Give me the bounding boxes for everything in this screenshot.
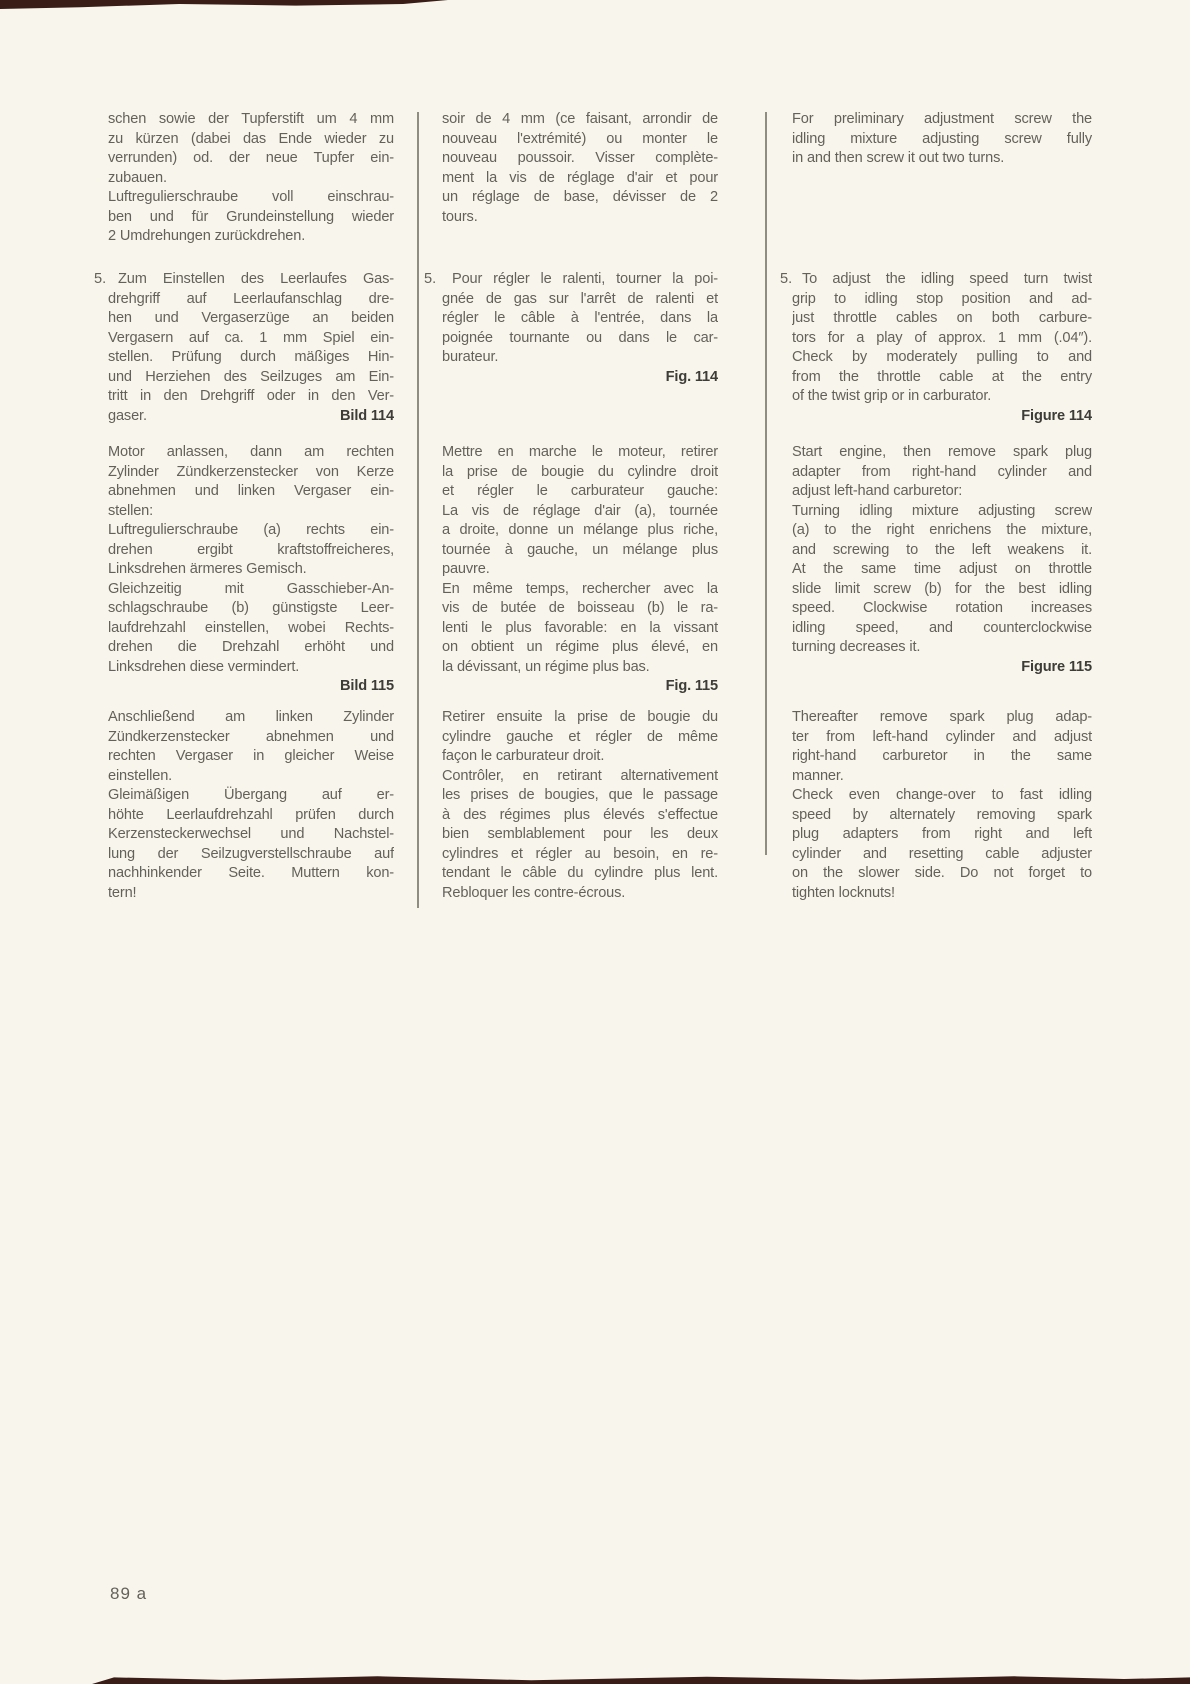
figure-label: Figure 114 bbox=[1021, 407, 1092, 424]
paragraph bbox=[94, 270, 394, 426]
text-line: la prise de bougie du cylindre droit bbox=[442, 463, 718, 480]
text-line: Rebloquer les contre-écrous. bbox=[442, 884, 626, 901]
text-line: tendant le câble du cylindre plus lent. bbox=[442, 865, 718, 881]
list-number: 5. bbox=[780, 271, 793, 287]
figure-label: Fig. 114 bbox=[665, 368, 718, 385]
text-line: Zylinder Zündkerzenstecker von Kerze bbox=[108, 463, 394, 480]
figure-label: Bild 114 bbox=[340, 407, 394, 424]
text-line: vis de butée de boisseau (b) le ra- bbox=[442, 600, 718, 616]
text-line: abnehmen und linken Vergaser ein- bbox=[108, 483, 394, 499]
text-line: façon le carburateur droit. bbox=[442, 748, 605, 764]
text-line: un réglage de base, dévisser de 2 bbox=[442, 189, 718, 205]
text-line: drehen die Drehzahl erhöht und bbox=[108, 639, 394, 655]
text-line: of the twist grip or in carburator. bbox=[792, 388, 992, 404]
text-line: bien semblablement pour les deux bbox=[442, 826, 718, 842]
text-line: und Herziehen des Seilzuges am Ein- bbox=[108, 368, 394, 385]
text-line: Linksdrehen diese vermindert. bbox=[108, 658, 300, 675]
text-line: stellen: bbox=[108, 502, 154, 519]
text-line: Mettre en marche le moteur, retirer bbox=[442, 444, 718, 460]
paragraph bbox=[108, 443, 394, 697]
text-line: and screwing to the left weakens it. bbox=[792, 541, 1092, 558]
text-line: on the slower side. Do not forget to bbox=[792, 865, 1092, 881]
text-line: schen sowie der Tupferstift um 4 mm bbox=[108, 111, 394, 127]
list-number: 5. bbox=[424, 271, 437, 287]
figure-line bbox=[792, 407, 1092, 427]
text-line: Anschließend am linken Zylinder bbox=[108, 709, 394, 725]
text-line: just throttle cables on both carbure- bbox=[792, 310, 1092, 326]
text-line: nouveau poussoir. Visser complète- bbox=[442, 150, 718, 166]
text-line: poignée tournante ou dans le car- bbox=[442, 329, 718, 346]
text-line: zubauen. bbox=[108, 169, 167, 186]
text-line: verrunden) od. der neue Tupfer ein- bbox=[108, 150, 394, 166]
paragraph bbox=[108, 110, 394, 247]
text-line bbox=[108, 407, 394, 427]
paragraph bbox=[792, 110, 1092, 169]
column-german bbox=[94, 0, 394, 1684]
text-line: nachhinkender Seite. Muttern kon- bbox=[108, 865, 394, 881]
text-line: Kerzensteckerwechsel und Nachstel- bbox=[108, 826, 394, 842]
text-line: turning decreases it. bbox=[792, 639, 921, 655]
text-line: a droite, donne un mélange plus riche, bbox=[442, 522, 718, 538]
text-line: on obtient un régime plus élevé, en bbox=[442, 639, 718, 655]
figure-label: Figure 115 bbox=[1021, 658, 1092, 675]
text-line: hen und Vergaserzüge an beiden bbox=[108, 310, 394, 326]
text-line: gnée de gas sur l'arrêt de ralenti et bbox=[442, 290, 718, 307]
list-number: 5. bbox=[94, 271, 107, 287]
text-line: adapter from right-hand cylinder and bbox=[792, 463, 1092, 480]
text-line: burateur. bbox=[442, 349, 499, 365]
text-line: drehgriff auf Leerlaufanschlag dre- bbox=[108, 290, 394, 307]
text-line: For preliminary adjustment screw the bbox=[792, 111, 1092, 127]
text-line: La vis de réglage d'air (a), tournée bbox=[442, 502, 718, 519]
text-line: nouveau l'extrémité) ou monter le bbox=[442, 130, 718, 147]
text-line: lenti le plus favorable: en la vissant bbox=[442, 619, 718, 636]
text-line: ter from left-hand cylinder and adjust bbox=[792, 728, 1092, 745]
text-line: Check by moderately pulling to and bbox=[792, 349, 1092, 365]
text-line: cylindre gauche et régler de même bbox=[442, 728, 718, 745]
text-line: cylindres et régler au besoin, en re- bbox=[442, 845, 718, 862]
text-line: lung der Seilzugverstellschraube auf bbox=[108, 845, 394, 862]
text-line: ben und für Grundeinstellung wieder bbox=[108, 208, 394, 225]
paragraph bbox=[792, 708, 1092, 903]
text-line: speed by alternately removing spark bbox=[792, 806, 1092, 823]
text-line: Linksdrehen ärmeres Gemisch. bbox=[108, 561, 307, 577]
text-line: from the throttle cable at the entry bbox=[792, 368, 1092, 385]
figure-label: Bild 115 bbox=[340, 678, 394, 694]
text-line: tritt in den Drehgriff oder in den Ver- bbox=[108, 388, 394, 404]
text-line: To adjust the idling speed turn twist bbox=[802, 271, 1092, 287]
text-line: Turning idling mixture adjusting screw bbox=[792, 502, 1092, 519]
figure-label: Fig. 115 bbox=[665, 678, 718, 694]
text-line: manner. bbox=[792, 767, 844, 784]
text-line: les prises de bougies, que le passage bbox=[442, 787, 718, 803]
text-line: tors for a play of approx. 1 mm (.04″). bbox=[792, 329, 1092, 346]
text-line: tighten locknuts! bbox=[792, 884, 895, 901]
text-line: Zum Einstellen des Leerlaufes Gas- bbox=[118, 271, 394, 287]
text-line: ment la vis de réglage d'air et pour bbox=[442, 169, 718, 186]
text-line: cylinder and resetting cable adjuster bbox=[792, 845, 1092, 862]
column-french bbox=[424, 0, 718, 1684]
text-line: la dévissant, un régime plus bas. bbox=[442, 658, 650, 675]
text-line: höhte Leerlaufdrehzahl prüfen durch bbox=[108, 806, 394, 823]
text-line: soir de 4 mm (ce faisant, arrondir de bbox=[442, 111, 718, 127]
text-line: slide limit screw (b) for the best idling bbox=[792, 580, 1092, 597]
column-divider-right bbox=[765, 112, 767, 855]
text-line: Contrôler, en retirant alternativement bbox=[442, 767, 718, 784]
figure-line bbox=[108, 677, 394, 697]
text-line: plug adapters from right and left bbox=[792, 826, 1092, 842]
text-line: in and then screw it out two turns. bbox=[792, 150, 1005, 166]
text-line: rechten Vergaser in gleicher Weise bbox=[108, 748, 394, 764]
text-line: speed. Clockwise rotation increases bbox=[792, 600, 1092, 616]
text-line: Gleichzeitig mit Gasschieber-An- bbox=[108, 580, 394, 597]
text-line: grip to idling stop position and ad- bbox=[792, 290, 1092, 307]
paragraph bbox=[442, 110, 718, 227]
page-number: 89 a bbox=[110, 1584, 148, 1603]
text-line: zu kürzen (dabei das Ende wieder zu bbox=[108, 130, 394, 147]
text-line: Pour régler le ralenti, tourner la poi- bbox=[452, 271, 718, 287]
text-line: 2 Umdrehungen zurückdrehen. bbox=[108, 228, 306, 244]
figure-line bbox=[442, 677, 718, 697]
text-line: drehen ergibt kraftstoffreicheres, bbox=[108, 541, 394, 558]
text-line: adjust left-hand carburetor: bbox=[792, 483, 963, 499]
text-line: idling speed, and counterclockwise bbox=[792, 619, 1092, 636]
text-line: (a) to the right enrichens the mixture, bbox=[792, 522, 1092, 538]
text-line: Vergasern auf ca. 1 mm Spiel ein- bbox=[108, 329, 394, 346]
text-line: right-hand carburetor in the same bbox=[792, 748, 1092, 764]
text-line: Gleimäßigen Übergang auf er- bbox=[108, 787, 394, 803]
text-line: gaser. bbox=[108, 407, 147, 424]
paragraph bbox=[442, 708, 718, 903]
column-divider-left bbox=[417, 112, 419, 908]
text-line: Thereafter remove spark plug adap- bbox=[792, 709, 1092, 725]
text-line: Start engine, then remove spark plug bbox=[792, 444, 1092, 460]
paragraph bbox=[442, 443, 718, 697]
text-line: tours. bbox=[442, 208, 478, 225]
paragraph bbox=[780, 270, 1092, 426]
paragraph bbox=[424, 270, 718, 387]
column-english bbox=[780, 0, 1092, 1684]
text-line: pauvre. bbox=[442, 561, 490, 577]
paragraph bbox=[108, 708, 394, 903]
text-line: Check even change-over to fast idling bbox=[792, 787, 1092, 803]
text-line: En même temps, rechercher avec la bbox=[442, 580, 718, 597]
figure-line bbox=[442, 368, 718, 388]
text-line: tern! bbox=[108, 884, 137, 901]
text-line: Zündkerzenstecker abnehmen und bbox=[108, 728, 394, 745]
text-line: einstellen. bbox=[108, 767, 173, 784]
figure-line bbox=[792, 658, 1092, 678]
text-line: régler le câble à l'entrée, dans la bbox=[442, 310, 718, 326]
text-line: At the same time adjust on throttle bbox=[792, 561, 1092, 577]
text-line: et régler le carburateur gauche: bbox=[442, 483, 718, 499]
text-line: Luftregulierschraube (a) rechts ein- bbox=[108, 522, 394, 538]
text-line: idling mixture adjusting screw fully bbox=[792, 130, 1092, 147]
text-line: laufdrehzahl einstellen, wobei Rechts- bbox=[108, 619, 394, 636]
text-line: Motor anlassen, dann am rechten bbox=[108, 444, 394, 460]
text-line: stellen. Prüfung durch mäßiges Hin- bbox=[108, 349, 394, 365]
text-line: tournée à gauche, un mélange plus bbox=[442, 541, 718, 558]
text-line: schlagschraube (b) günstigste Leer- bbox=[108, 600, 394, 616]
paragraph bbox=[792, 443, 1092, 677]
text-line: à des régimes plus élevés s'effectue bbox=[442, 806, 718, 823]
text-line: Luftregulierschraube voll einschrau- bbox=[108, 189, 394, 205]
text-line: Retirer ensuite la prise de bougie du bbox=[442, 709, 718, 725]
